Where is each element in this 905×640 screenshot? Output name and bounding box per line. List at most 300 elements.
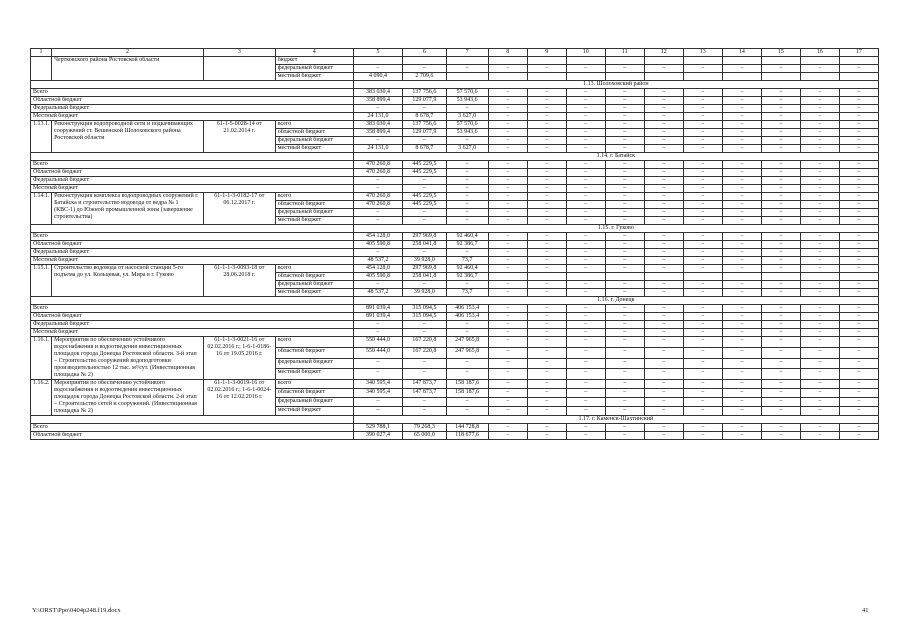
amount-cell: – [644,201,683,209]
amount-cell: – [403,321,446,329]
amount-cell: – [644,241,683,249]
column-number: 16 [800,49,839,57]
amount-cell: – [605,358,644,369]
amount-cell: – [446,185,488,193]
amount-cell: – [527,389,566,398]
amount-cell: – [566,89,605,97]
amount-cell: – [446,169,488,177]
amount-cell: – [761,329,800,337]
amount-cell: – [446,281,488,289]
amount-cell: – [446,105,488,113]
amount-cell: 92 386,7 [446,273,488,281]
amount-cell: – [488,185,527,193]
amount-cell: – [683,321,722,329]
amount-cell: – [761,121,800,129]
amount-cell: – [683,407,722,416]
amount-cell: 383 030,4 [353,89,403,97]
amount-cell: 891 039,4 [353,305,403,313]
amount-cell: – [605,137,644,145]
amount-cell: – [800,432,839,440]
amount-cell: 406 153,4 [446,313,488,321]
amount-cell: – [761,201,800,209]
summary-row [31,185,879,193]
amount-cell: – [527,241,566,249]
amount-cell: – [800,201,839,209]
amount-cell: – [566,424,605,432]
amount-cell: – [683,265,722,273]
amount-cell: – [605,249,644,257]
amount-cell: – [644,129,683,137]
amount-cell: – [644,209,683,217]
amount-cell: – [605,289,644,297]
amount-cell: 340 595,4 [353,389,403,398]
amount-cell: – [761,337,800,348]
amount-cell: – [839,169,878,177]
amount-cell: – [722,380,761,389]
amount-cell: – [722,407,761,416]
amount-cell: – [644,145,683,153]
program-funding-table [30,48,879,440]
amount-cell: – [800,329,839,337]
amount-cell: – [488,305,527,313]
amount-cell: – [722,265,761,273]
amount-cell: 247 965,8 [446,347,488,358]
amount-cell: – [722,105,761,113]
amount-cell: – [488,249,527,257]
amount-cell: – [566,347,605,358]
amount-cell: – [353,358,403,369]
amount-cell: 79 268,3 [403,424,446,432]
amount-cell: – [488,329,527,337]
amount-cell: – [527,313,566,321]
project-code: 61-1-1-3-0019-16 от 02.02.2016 г.; 1-6-1-0024-16 от 12.02.2016 г. [203,380,275,416]
summary-row [31,241,879,249]
amount-cell: – [800,289,839,297]
amount-cell: 445 229,5 [403,193,446,201]
amount-cell [761,73,800,81]
amount-cell: – [605,193,644,201]
budget-type: всего [275,265,353,273]
amount-cell: – [722,89,761,97]
amount-cell: – [761,209,800,217]
summary-row [31,321,879,329]
amount-cell: – [566,249,605,257]
amount-cell: – [353,407,403,416]
amount-cell: – [488,65,527,73]
amount-cell: – [488,217,527,225]
amount-cell: – [800,389,839,398]
amount-cell: – [839,105,878,113]
amount-cell: – [722,313,761,321]
amount-cell: – [527,347,566,358]
amount-cell: – [605,257,644,265]
amount-cell: – [644,193,683,201]
amount-cell [800,273,839,281]
amount-cell: – [722,113,761,121]
amount-cell: – [353,65,403,73]
summary-row [31,97,879,105]
amount-cell: – [527,337,566,348]
summary-row [31,105,879,113]
amount-cell: – [761,281,800,289]
section-spacer [31,297,354,305]
amount-cell: – [488,424,527,432]
amount-cell: – [761,257,800,265]
amount-cell: – [683,113,722,121]
amount-cell: – [761,169,800,177]
amount-cell: 8 678,7 [403,113,446,121]
amount-cell: – [353,281,403,289]
summary-row [31,249,879,257]
amount-cell: – [683,129,722,137]
amount-cell: – [605,329,644,337]
amount-cell: – [644,121,683,129]
amount-cell: – [839,369,878,380]
budget-type: всего [275,121,353,129]
amount-cell: – [839,407,878,416]
amount-cell: – [644,337,683,348]
amount-cell: 147 873,7 [403,389,446,398]
amount-cell: – [800,241,839,249]
column-number-row [31,49,879,57]
amount-cell: – [800,121,839,129]
amount-cell: – [722,289,761,297]
project-name: Мероприятия по обеспечению устойчивого водоснабжения и водоотведения инвестиционных площадок города Донецка Ростовской области. 3-й этап – Строительство сооружений водоподготовки производительностью 12 тыс. м³/сут. (Инвестиционная площадка № 2) [52,337,204,380]
amount-cell [722,73,761,81]
amount-cell: – [353,185,403,193]
amount-cell [683,273,722,281]
amount-cell: – [605,129,644,137]
section-title: 1.17. г. Каменск-Шахтинский [353,416,878,424]
summary-label: Всего [31,89,354,97]
amount-cell: – [566,321,605,329]
amount-cell: – [644,65,683,73]
amount-cell: – [488,398,527,407]
amount-cell [761,57,800,65]
amount-cell: – [353,329,403,337]
amount-cell: – [527,209,566,217]
page-number: 41 [862,607,869,614]
amount-cell: – [683,289,722,297]
amount-cell: – [800,65,839,73]
amount-cell: 92 386,7 [446,241,488,249]
amount-cell: – [722,358,761,369]
amount-cell: – [566,217,605,225]
amount-cell: – [566,185,605,193]
amount-cell: – [605,347,644,358]
amount-cell: – [761,389,800,398]
amount-cell: – [800,398,839,407]
amount-cell: – [839,217,878,225]
amount-cell: – [353,217,403,225]
amount-cell: – [403,65,446,73]
amount-cell: 167 220,8 [403,337,446,348]
amount-cell: – [683,369,722,380]
amount-cell: – [566,257,605,265]
amount-cell: – [644,432,683,440]
amount-cell: 297 969,8 [403,265,446,273]
amount-cell: – [761,241,800,249]
amount-cell: 158 187,6 [446,389,488,398]
column-number: 9 [527,49,566,57]
amount-cell: – [566,121,605,129]
summary-row [31,305,879,313]
amount-cell: – [839,358,878,369]
amount-cell: – [527,113,566,121]
amount-cell: – [683,217,722,225]
amount-cell: – [761,129,800,137]
summary-label: Федеральный бюджет [31,177,354,185]
budget-type: всего [275,337,353,348]
amount-cell [722,273,761,281]
amount-cell: – [722,305,761,313]
amount-cell: – [527,89,566,97]
amount-cell: – [605,265,644,273]
amount-cell [644,273,683,281]
amount-cell: 3 627,0 [446,113,488,121]
project-name: Реконструкция водопроводной сети и подкачивающих сооружений ст. Вешенской Шолоховского района Ростовской области [52,121,204,153]
amount-cell: – [800,424,839,432]
amount-cell: – [722,121,761,129]
amount-cell: – [839,97,878,105]
summary-row [31,329,879,337]
amount-cell: – [722,347,761,358]
amount-cell: – [644,233,683,241]
amount-cell: – [683,89,722,97]
amount-cell: – [353,369,403,380]
amount-cell: – [839,209,878,217]
amount-cell: – [605,233,644,241]
amount-cell: – [446,177,488,185]
amount-cell: – [605,201,644,209]
amount-cell: – [644,398,683,407]
amount-cell: – [800,305,839,313]
budget-type: федеральный бюджет [275,398,353,407]
summary-row [31,89,879,97]
amount-cell: – [644,89,683,97]
amount-cell: – [605,169,644,177]
amount-cell: – [761,313,800,321]
project-name: Строительство водовода от насосной станции 5-го подъема до ул. Кольцевая, ул. Мира в г. Гуково [52,265,204,297]
amount-cell: – [527,257,566,265]
amount-cell: 454 128,0 [353,265,403,273]
amount-cell: – [839,145,878,153]
amount-cell: – [722,209,761,217]
amount-cell: – [527,281,566,289]
amount-cell: – [722,329,761,337]
amount-cell: – [761,233,800,241]
amount-cell: 340 595,4 [353,380,403,389]
column-number: 4 [275,49,353,57]
amount-cell: – [644,105,683,113]
amount-cell: – [800,313,839,321]
amount-cell: – [488,113,527,121]
amount-cell: – [683,389,722,398]
column-number: 8 [488,49,527,57]
amount-cell: – [605,398,644,407]
amount-cell: – [839,177,878,185]
amount-cell: – [722,369,761,380]
amount-cell: 57 570,6 [446,89,488,97]
amount-cell: – [527,185,566,193]
summary-label: Местный бюджет [31,185,354,193]
amount-cell: – [761,289,800,297]
amount-cell: – [761,193,800,201]
amount-cell: – [488,321,527,329]
amount-cell: – [488,407,527,416]
amount-cell: – [839,398,878,407]
amount-cell: – [839,265,878,273]
amount-cell: – [683,249,722,257]
amount-cell: – [683,137,722,145]
summary-label: Всего [31,305,354,313]
amount-cell: – [644,217,683,225]
amount-cell: 247 965,8 [446,337,488,348]
column-number: 13 [683,49,722,57]
amount-cell: 53 943,6 [446,97,488,105]
project-row [31,265,879,273]
section-title: 1.15. г. Гуково [353,225,878,233]
amount-cell: – [722,241,761,249]
amount-cell: – [566,145,605,153]
amount-cell: – [566,233,605,241]
amount-cell: – [800,145,839,153]
amount-cell: – [761,113,800,121]
summary-row [31,432,879,440]
amount-cell: – [605,389,644,398]
amount-cell: – [353,321,403,329]
amount-cell: – [839,129,878,137]
amount-cell: – [605,380,644,389]
amount-cell: – [722,161,761,169]
amount-cell: 48 537,2 [353,257,403,265]
amount-cell: – [566,129,605,137]
section-title: 1.13. Шолоховский район [353,81,878,89]
amount-cell: – [566,193,605,201]
amount-cell: 147 873,7 [403,380,446,389]
amount-cell: – [488,177,527,185]
amount-cell: – [839,161,878,169]
amount-cell: – [683,313,722,321]
amount-cell: – [527,233,566,241]
column-number: 11 [605,49,644,57]
amount-cell: – [446,65,488,73]
amount-cell: – [527,432,566,440]
amount-cell: 65 000,0 [403,432,446,440]
amount-cell: – [446,329,488,337]
amount-cell: – [839,305,878,313]
amount-cell: – [566,337,605,348]
column-number: 3 [203,49,275,57]
amount-cell: – [446,209,488,217]
amount-cell: – [839,432,878,440]
budget-type: областной бюджет [275,273,353,281]
amount-cell: – [683,380,722,389]
amount-cell: – [839,347,878,358]
amount-cell: – [761,305,800,313]
amount-cell: – [800,337,839,348]
amount-cell: – [644,113,683,121]
amount-cell: – [527,424,566,432]
amount-cell: 470 260,8 [353,161,403,169]
amount-cell: – [722,145,761,153]
amount-cell: 470 260,8 [353,201,403,209]
amount-cell: – [605,161,644,169]
budget-type: федеральный бюджет [275,209,353,217]
amount-cell: 470 260,8 [353,193,403,201]
amount-cell: 57 570,6 [446,121,488,129]
amount-cell: – [527,358,566,369]
amount-cell: – [722,281,761,289]
amount-cell [566,57,605,65]
amount-cell: – [683,185,722,193]
amount-cell: – [761,161,800,169]
amount-cell: – [683,97,722,105]
amount-cell: 73,7 [446,257,488,265]
section-row [31,225,879,233]
amount-cell [761,273,800,281]
amount-cell: – [353,209,403,217]
amount-cell: – [353,249,403,257]
amount-cell: – [644,347,683,358]
amount-cell: – [446,193,488,201]
amount-cell [605,57,644,65]
item-number: 1.16.2. [31,380,52,416]
amount-cell: – [722,233,761,241]
amount-cell [527,73,566,81]
amount-cell: – [566,407,605,416]
amount-cell: – [566,209,605,217]
amount-cell: – [839,249,878,257]
amount-cell: – [722,217,761,225]
amount-cell [800,73,839,81]
amount-cell: – [761,380,800,389]
amount-cell [839,273,878,281]
amount-cell: – [527,407,566,416]
amount-cell: – [800,233,839,241]
summary-row [31,313,879,321]
amount-cell: – [488,265,527,273]
amount-cell: – [800,161,839,169]
project-code: 61-1-5-0028-14 от 21.02.2014 г. [203,121,275,153]
amount-cell: – [605,321,644,329]
amount-cell: – [488,129,527,137]
amount-cell: – [566,265,605,273]
amount-cell: – [605,121,644,129]
amount-cell: – [488,389,527,398]
amount-cell: – [644,97,683,105]
amount-cell: 405 590,8 [353,273,403,281]
amount-cell: – [839,424,878,432]
amount-cell: – [566,380,605,389]
amount-cell: – [403,398,446,407]
amount-cell: – [353,177,403,185]
summary-label: Федеральный бюджет [31,321,354,329]
amount-cell: 445 229,5 [403,161,446,169]
project-row [31,380,879,389]
summary-label: Областной бюджет [31,432,354,440]
amount-cell: – [566,313,605,321]
section-spacer [31,416,354,424]
amount-cell: – [488,358,527,369]
amount-cell: – [488,313,527,321]
amount-cell: – [644,313,683,321]
section-title: 1.16. г. Донецк [353,297,878,305]
amount-cell: – [488,169,527,177]
amount-cell [605,273,644,281]
column-number: 7 [446,49,488,57]
summary-label: Местный бюджет [31,257,354,265]
